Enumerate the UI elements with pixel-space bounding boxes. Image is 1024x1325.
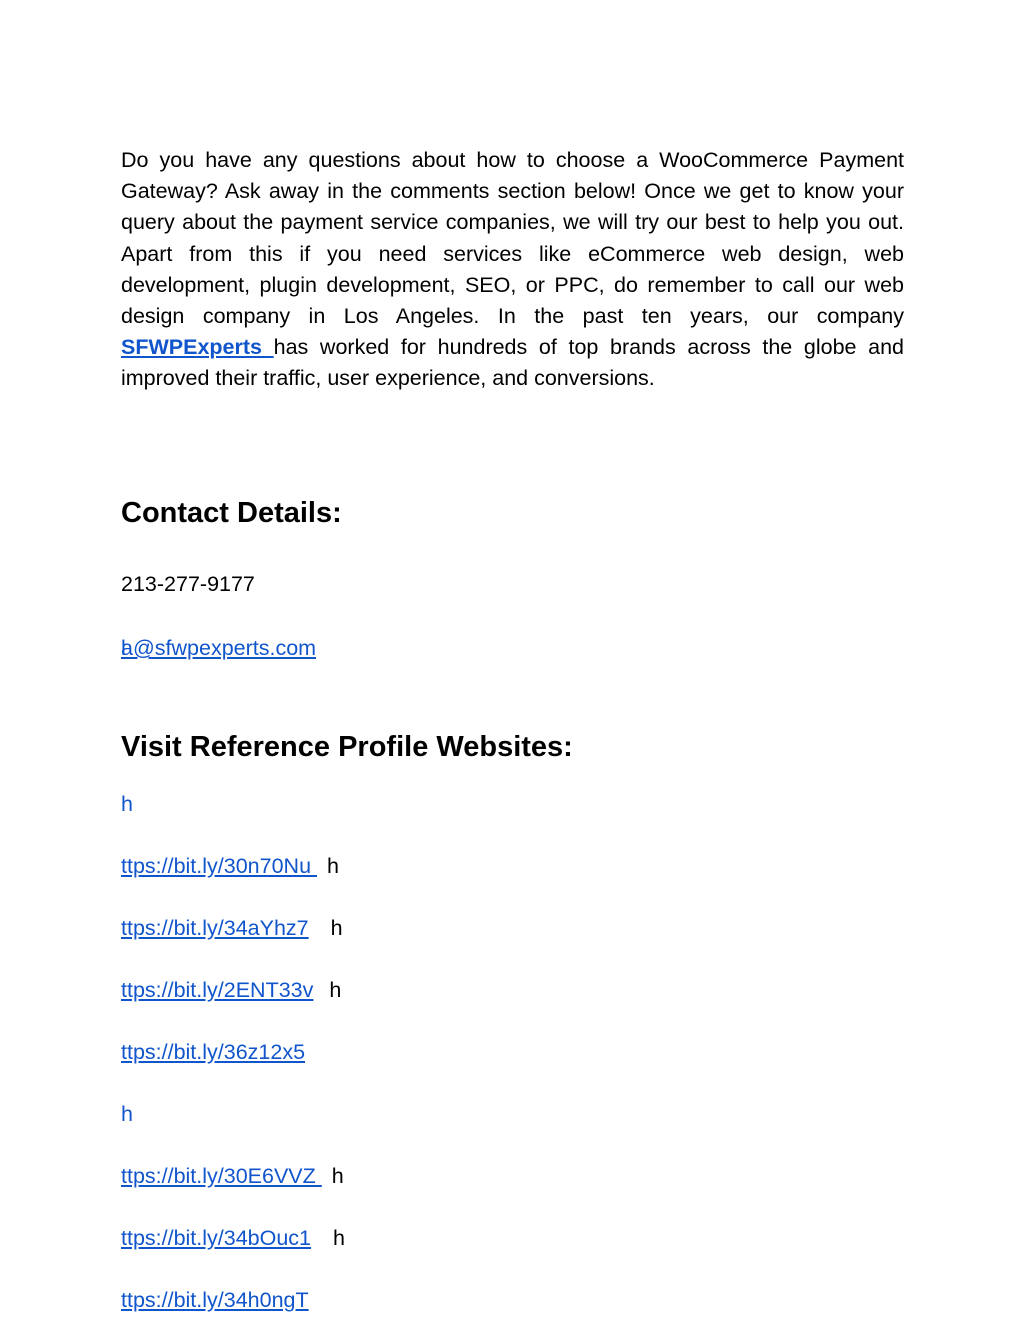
email-line [121,635,316,661]
reference-line [121,1287,309,1313]
reference-line [121,791,133,817]
references-heading: Visit Reference Profile Websites: [121,731,573,763]
intro-text-after: has worked for hundreds of top brands across the globe and improved their traffic, user experience, and conversions. [121,335,904,391]
reference-link[interactable]: ttps://bit.ly/34h0ngT [121,1288,309,1312]
reference-line [121,853,339,879]
reference-link[interactable]: ttps://bit.ly/34bOuc1 [121,1226,312,1250]
reference-line-suffix: h [121,792,133,816]
reference-link[interactable]: ttps://bit.ly/30n70Nu [121,854,317,878]
document-page [121,145,904,1312]
reference-link[interactable]: ttps://bit.ly/2ENT33v [121,978,314,1002]
phone-number: 213-277-9177 [121,572,255,596]
reference-line-suffix: h [121,1102,133,1126]
reference-line-suffix: h [327,854,339,878]
reference-line-suffix: h [330,916,343,940]
reference-line [121,1225,345,1251]
reference-line [121,1101,133,1127]
reference-line [121,977,341,1003]
email-link[interactable] [121,636,316,660]
reference-line [121,915,343,941]
reference-line-suffix: h [329,978,342,1002]
contact-heading: Contact Details: [121,497,342,529]
sfwpexperts-link[interactable]: SFWPExperts [121,335,274,360]
reference-link[interactable]: ttps://bit.ly/30E6VVZ [121,1164,322,1188]
reference-link[interactable]: ttps://bit.ly/34aYhz7 [121,916,309,940]
intro-paragraph [121,145,904,395]
email-address: a@sfwpexperts.com [121,636,317,660]
reference-line [121,1039,305,1065]
reference-link[interactable]: ttps://bit.ly/36z12x5 [121,1040,306,1064]
intro-text-before: Do you have any questions about how to choose a WooCommerce Payment Gateway? Ask away in the comments section below! Once we get to know your query about the payment service companies, we will try our best to help you out. Apart from this if you need services like eCommerce web design, web development, plugin development, SEO, or PPC, do remember to call our web design company in Los Angeles. In the past ten years, our company [121,148,904,329]
reference-line-suffix: h [331,1164,344,1188]
reference-line [121,1163,344,1189]
reference-line-suffix: h [333,1226,345,1250]
